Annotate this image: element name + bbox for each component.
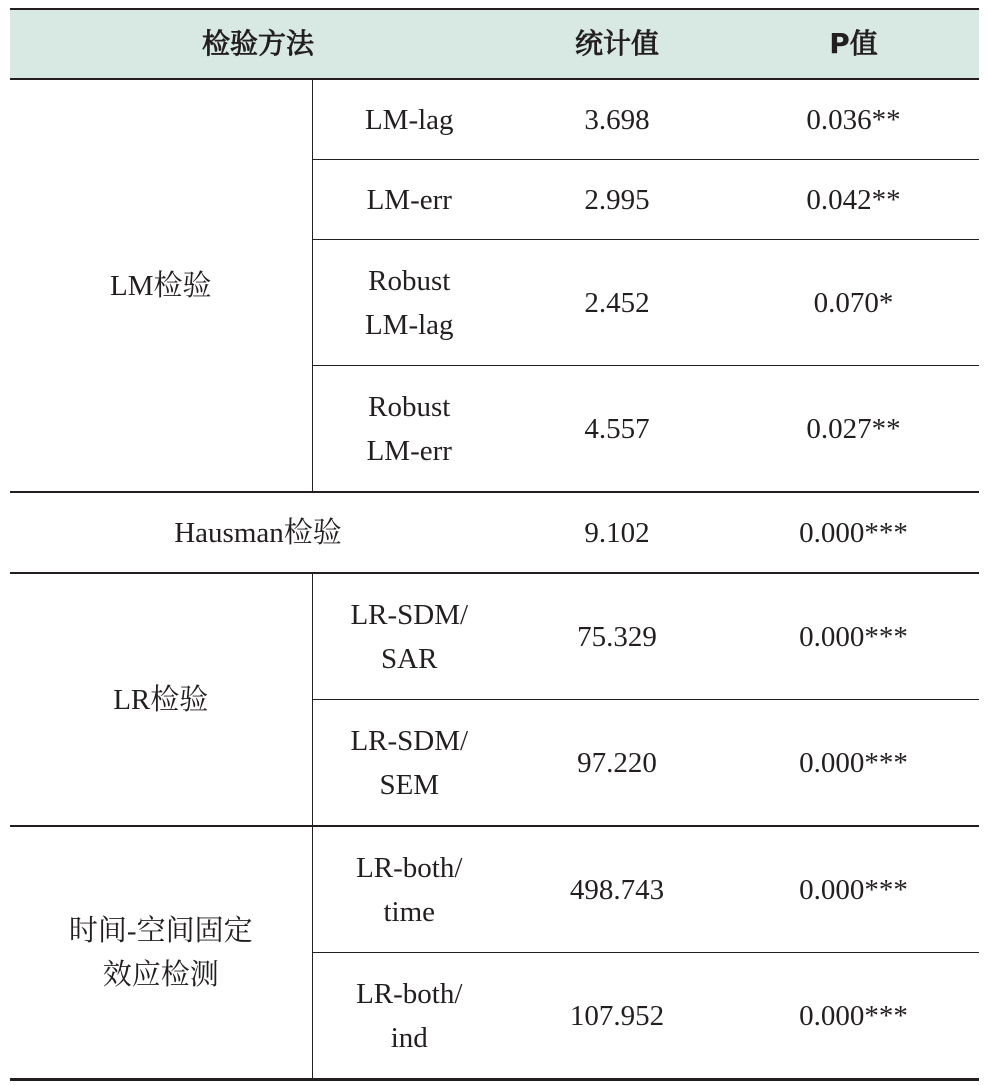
- p-value: 0.036**: [806, 103, 901, 136]
- p-value: 0.000***: [728, 826, 979, 953]
- header-p-value: P值: [728, 9, 979, 79]
- test-name-line1: LR-both/: [356, 851, 463, 884]
- test-name-line2: SAR: [381, 642, 438, 675]
- statistic-value: 2.995: [506, 160, 728, 240]
- p-value: 0.027**: [728, 366, 979, 493]
- test-name-line1: Robust: [368, 390, 451, 423]
- group-label-line1: 时间-空间固定: [68, 914, 253, 947]
- group-label-lr: LR检验: [10, 573, 312, 826]
- group-label-fixed-effects: [10, 826, 312, 1080]
- p-value: 0.000***: [728, 573, 979, 700]
- statistic-value: 107.952: [506, 953, 728, 1080]
- test-name-line2: time: [383, 895, 436, 928]
- p-value: 0.000***: [728, 492, 979, 573]
- test-name-line2: LM-lag: [364, 308, 454, 341]
- statistic-value: 75.329: [506, 573, 728, 700]
- test-name: LM-err: [312, 160, 506, 240]
- test-name-line2: LM-err: [366, 434, 452, 467]
- header-statistic: 统计值: [506, 9, 728, 79]
- statistic-value: 3.698: [584, 103, 650, 136]
- results-table: [10, 8, 979, 1081]
- statistic-value: 498.743: [506, 826, 728, 953]
- group-label-line2: 效应检测: [102, 958, 219, 991]
- test-name-line2: SEM: [379, 768, 440, 801]
- table-row: [10, 79, 979, 160]
- group-label-lm: LM检验: [10, 79, 312, 492]
- test-name: [312, 240, 506, 366]
- test-name: [312, 826, 506, 953]
- table-row: [10, 492, 979, 573]
- test-name: [312, 573, 506, 700]
- statistic-value: 4.557: [506, 366, 728, 493]
- test-name-line2: ind: [390, 1021, 428, 1054]
- header-row: [10, 9, 979, 79]
- p-value: 0.042**: [728, 160, 979, 240]
- table-row: [10, 573, 979, 700]
- p-value: 0.000***: [728, 700, 979, 827]
- test-name: [312, 366, 506, 493]
- p-value: 0.070*: [728, 240, 979, 366]
- test-name: LM-lag: [312, 79, 506, 160]
- statistic-value: 97.220: [506, 700, 728, 827]
- header-method: 检验方法: [10, 9, 506, 79]
- test-name-line1: LR-SDM/: [350, 724, 469, 757]
- group-label-hausman: Hausman检验: [10, 492, 506, 573]
- statistic-value: 2.452: [506, 240, 728, 366]
- p-value: 0.000***: [728, 953, 979, 1080]
- test-name: [312, 953, 506, 1080]
- test-name: [312, 700, 506, 827]
- statistic-value: 9.102: [506, 492, 728, 573]
- test-name-line1: LR-SDM/: [350, 598, 469, 631]
- test-name-line1: LR-both/: [356, 977, 463, 1010]
- test-name-line1: Robust: [368, 264, 451, 297]
- table-row: [10, 826, 979, 953]
